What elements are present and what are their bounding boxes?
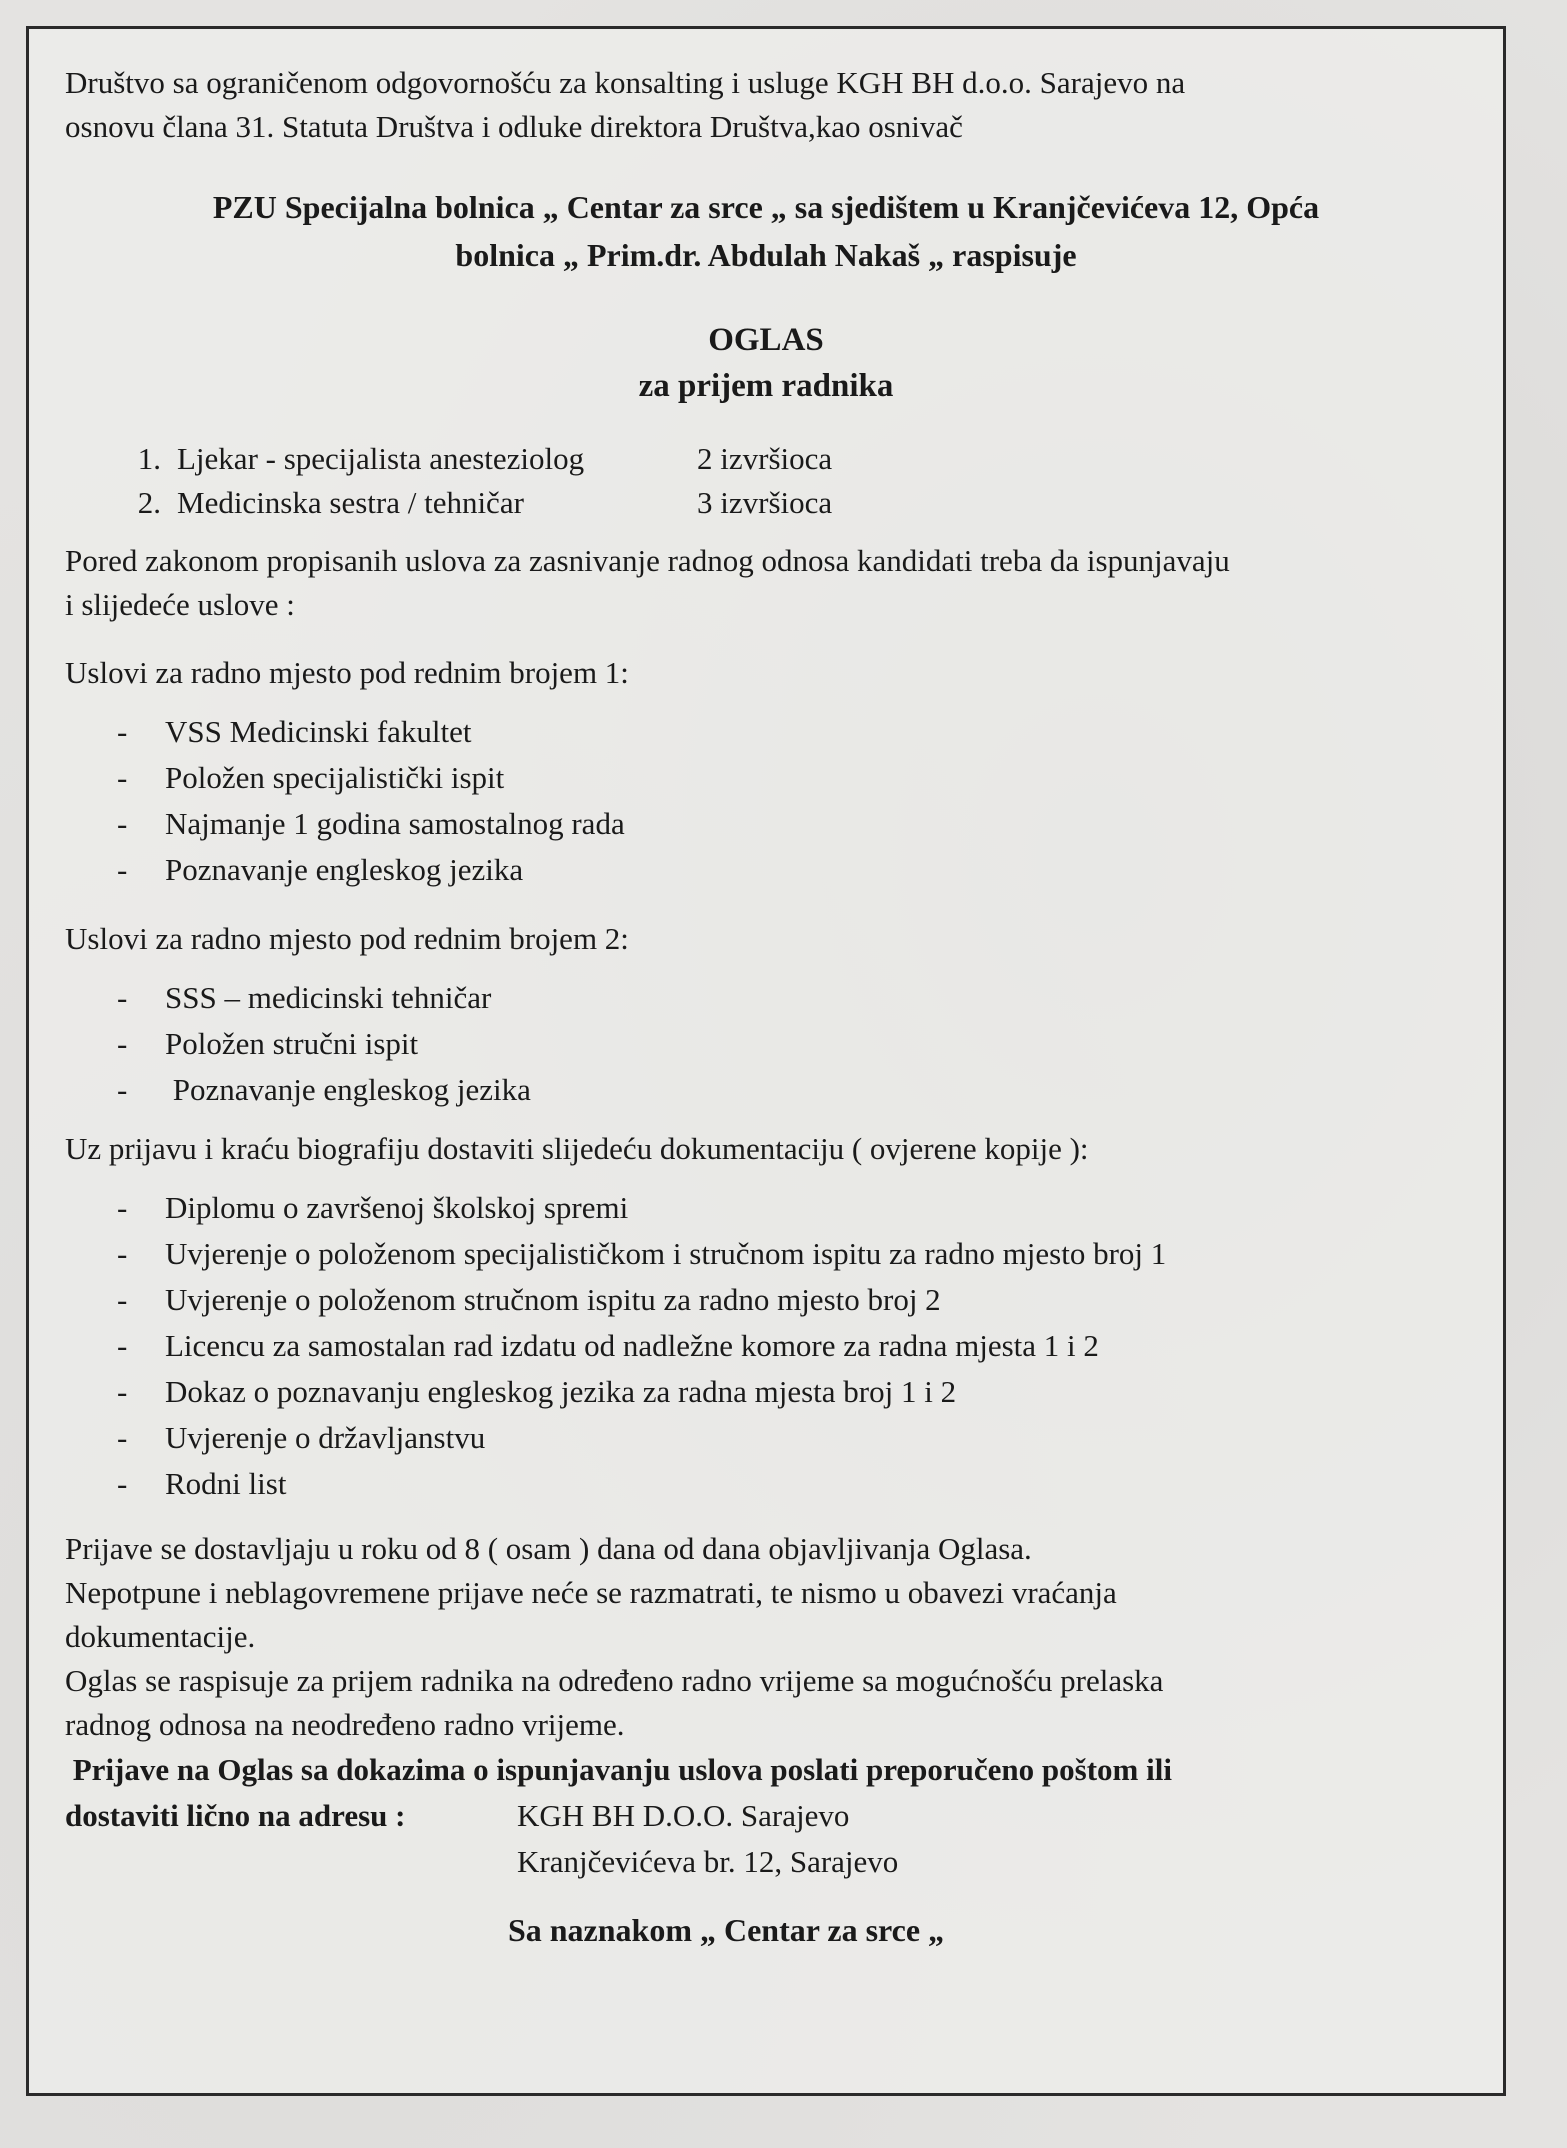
closing-line-3: dokumentacije. (65, 1619, 256, 1654)
submission-block (65, 1747, 1467, 1885)
list-item (65, 1461, 1467, 1507)
documents-label: Uz prijavu i kraću biografiju dostaviti slijedeću dokumentaciju ( ovjerene kopije ): (65, 1131, 1089, 1166)
list-dash: - (117, 806, 128, 841)
list-item (65, 1021, 1467, 1067)
position-count: 2 izvršioca (697, 441, 833, 476)
intro-line-1: Društvo sa ograničenom odgovornošću za konsalting i usluge KGH BH d.o.o. Sarajevo na (65, 65, 1186, 100)
list-dash: - (117, 1374, 128, 1409)
oglas-subtitle: za prijem radnika (638, 368, 894, 404)
list-item-text: Rodni list (165, 1466, 287, 1501)
address-row (65, 1839, 1467, 1885)
list-item-text: Najmanje 1 godina samostalnog rada (165, 806, 625, 841)
intro-line-2: osnovu člana 31. Statuta Društva i odluke direktora Društva,kao osnivač (65, 109, 963, 144)
list-dash: - (117, 1282, 128, 1317)
list-item (65, 1067, 1467, 1113)
conditions-1-label: Uslovi za radno mjesto pod rednim brojem 1: (65, 655, 629, 690)
list-item (65, 755, 1467, 801)
list-item (65, 801, 1467, 847)
list-dash: - (117, 760, 128, 795)
positions-list (65, 437, 1467, 525)
general-conditions (65, 539, 1467, 627)
list-item (65, 1369, 1467, 1415)
position-row (65, 437, 1467, 481)
list-item-text: Uvjerenje o položenom specijalističkom i stručnom ispitu za radno mjesto broj 1 (165, 1236, 1167, 1271)
closing-paragraph (65, 1527, 1467, 1747)
list-dash: - (117, 1072, 128, 1107)
position-count: 3 izvršioca (697, 485, 833, 520)
position-row (65, 481, 1467, 525)
list-item-text: Položen stručni ispit (165, 1026, 419, 1061)
list-dash: - (117, 1420, 128, 1455)
position-title: Medicinska sestra / tehničar (177, 485, 524, 520)
submission-line-1: Prijave na Oglas sa dokazima o ispunjavanju uslova poslati preporučeno poštom ili (65, 1752, 1172, 1787)
list-dash: - (117, 1236, 128, 1271)
closing-line-2: Nepotpune i neblagovremene prijave neće se razmatrati, te nismo u obavezi vraćanja (65, 1575, 1117, 1610)
list-dash: - (117, 714, 128, 749)
address-spacer (65, 1839, 517, 1885)
list-item (65, 1185, 1467, 1231)
conditions-2-label: Uslovi za radno mjesto pod rednim brojem 2: (65, 921, 629, 956)
conditions-1-list (65, 709, 1467, 893)
list-dash: - (117, 1026, 128, 1061)
closing-line-4: Oglas se raspisuje za prijem radnika na određeno radno vrijeme sa mogućnošću prelaska (65, 1663, 1164, 1698)
closing-line-1: Prijave se dostavljaju u roku od 8 ( osam ) dana od dana objavljivanja Oglasa. (65, 1531, 1032, 1566)
list-dash: - (117, 1466, 128, 1501)
list-dash: - (117, 980, 128, 1015)
list-item (65, 1277, 1467, 1323)
list-item (65, 1415, 1467, 1461)
conditions-2-list (65, 975, 1467, 1113)
list-item (65, 847, 1467, 893)
announcement-box (26, 26, 1506, 2096)
address-label: dostaviti lično na adresu : (65, 1798, 406, 1833)
list-item-text: Položen specijalistički ispit (165, 760, 505, 795)
position-number: 1. (137, 441, 161, 476)
naznaka-line: Sa naznakom „ Centar za srce „ (507, 1912, 945, 1948)
list-item-text: Licencu za samostalan rad izdatu od nadležne komore za radna mjesta 1 i 2 (165, 1328, 1099, 1363)
position-title: Ljekar - specijalista anesteziolog (177, 441, 585, 476)
hospital-heading (65, 183, 1467, 279)
oglas-title: OGLAS (708, 322, 824, 358)
address-row (65, 1793, 1467, 1839)
hospital-line-1: PZU Specijalna bolnica „ Centar za srce „ sa sjedištem u Kranjčevićeva 12, Opća (212, 189, 1320, 225)
documents-list (65, 1185, 1467, 1507)
list-item (65, 1323, 1467, 1369)
general-conditions-line-1: Pored zakonom propisanih uslova za zasnivanje radnog odnosa kandidati treba da ispunjavaju (65, 543, 1230, 578)
oglas-heading (65, 317, 1467, 409)
list-item-text: SSS – medicinski tehničar (165, 980, 492, 1015)
address-line-2: Kranjčevićeva br. 12, Sarajevo (517, 1844, 899, 1879)
list-item-text: Poznavanje engleskog jezika (165, 852, 524, 887)
list-dash: - (117, 1328, 128, 1363)
list-dash: - (117, 1190, 128, 1225)
list-item (65, 1231, 1467, 1277)
list-item-text: Uvjerenje o državljanstvu (165, 1420, 486, 1455)
general-conditions-line-2: i slijedeće uslove : (65, 587, 295, 622)
list-item (65, 975, 1467, 1021)
list-item-text: Uvjerenje o položenom stručnom ispitu za radno mjesto broj 2 (165, 1282, 941, 1317)
list-item-text: Poznavanje engleskog jezika (165, 1072, 531, 1107)
hospital-line-2: bolnica „ Prim.dr. Abdulah Nakaš „ raspisuje (455, 237, 1077, 273)
position-number: 2. (137, 485, 161, 520)
list-dash: - (117, 852, 128, 887)
closing-line-5: radnog odnosa na neodređeno radno vrijeme. (65, 1707, 625, 1742)
intro-paragraph (65, 61, 1467, 149)
list-item-text: Diplomu o završenoj školskoj spremi (165, 1190, 629, 1225)
list-item-text: VSS Medicinski fakultet (165, 714, 472, 749)
list-item-text: Dokaz o poznavanju engleskog jezika za radna mjesta broj 1 i 2 (165, 1374, 957, 1409)
list-item (65, 709, 1467, 755)
address-line-1: KGH BH D.O.O. Sarajevo (517, 1798, 850, 1833)
